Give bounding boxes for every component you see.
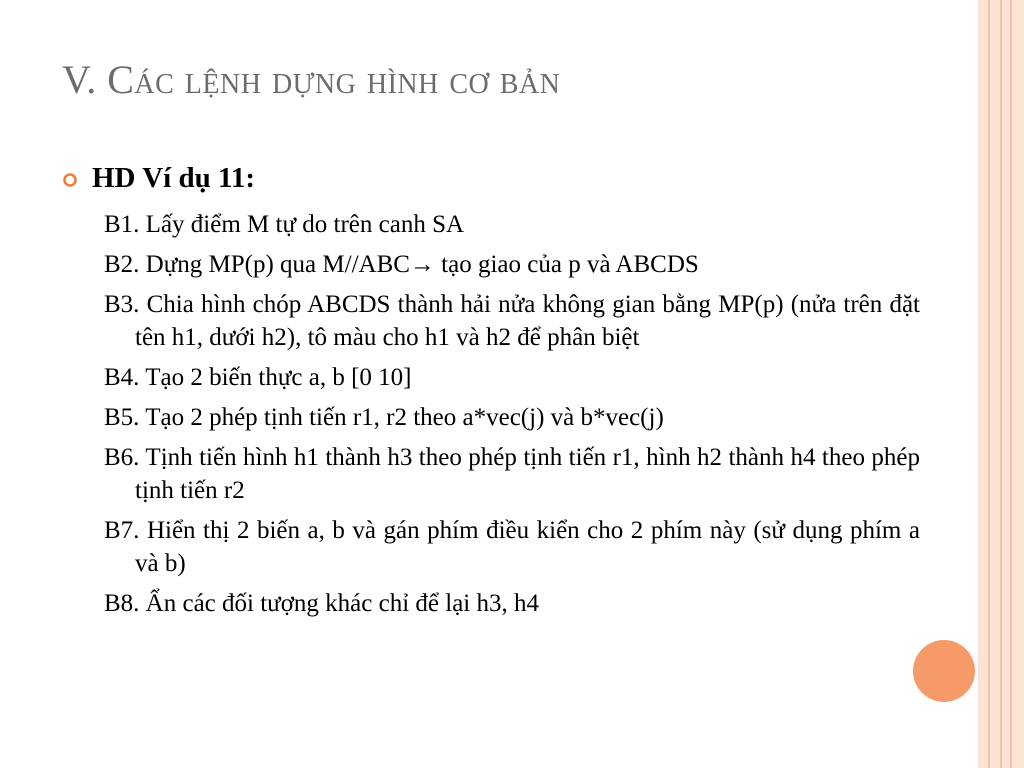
step-item: B8. Ẩn các đối tượng khác chỉ để lại h3, h4 (104, 590, 539, 617)
stripe-band-2 (990, 0, 1000, 768)
step-item: B1. Lấy điểm M tự do trên canh SA (104, 211, 465, 238)
stripe-band-1 (978, 0, 988, 768)
ring-bullet-icon (62, 172, 78, 188)
bullet-heading: HD Ví dụ 11: (92, 162, 256, 194)
stripe-line-3 (1010, 0, 1012, 768)
stripe-band-3 (1002, 0, 1010, 768)
bullet-row (62, 162, 255, 195)
stripe-band-4 (1012, 0, 1024, 768)
step-item: B5. Tạo 2 phép tịnh tiến r1, r2 theo a*vec(j) và b*vec(j) (104, 404, 664, 431)
step-item: B7. Hiển thị 2 biến a, b và gán phím điều kiển cho 2 phím này (sử dụng phím a và b) (104, 517, 920, 577)
step-item: B4. Tạo 2 biến thực a, b [0 10] (104, 364, 412, 391)
decorative-orange-circle (913, 640, 975, 702)
decorative-stripes (978, 0, 1024, 768)
steps-list (104, 208, 920, 627)
step-item: B6. Tịnh tiến hình h1 thành h3 theo phép tịnh tiến r1, hình h2 thành h4 theo phép tịnh tiến r2 (104, 444, 920, 504)
step-item: B2. Dựng MP(p) qua M//ABC→ tạo giao của p và ABCDS (104, 251, 699, 278)
stripe-line-2 (1000, 0, 1002, 768)
slide-title: V. Các lệnh dựng hình cơ bản (62, 57, 561, 102)
step-item: B3. Chia hình chóp ABCDS thành hải nửa không gian bằng MP(p) (nửa trên đặt tên h1, dưới h2), tô màu cho h1 và h2 để phân biệt (104, 291, 920, 351)
stripe-line-1 (988, 0, 990, 768)
